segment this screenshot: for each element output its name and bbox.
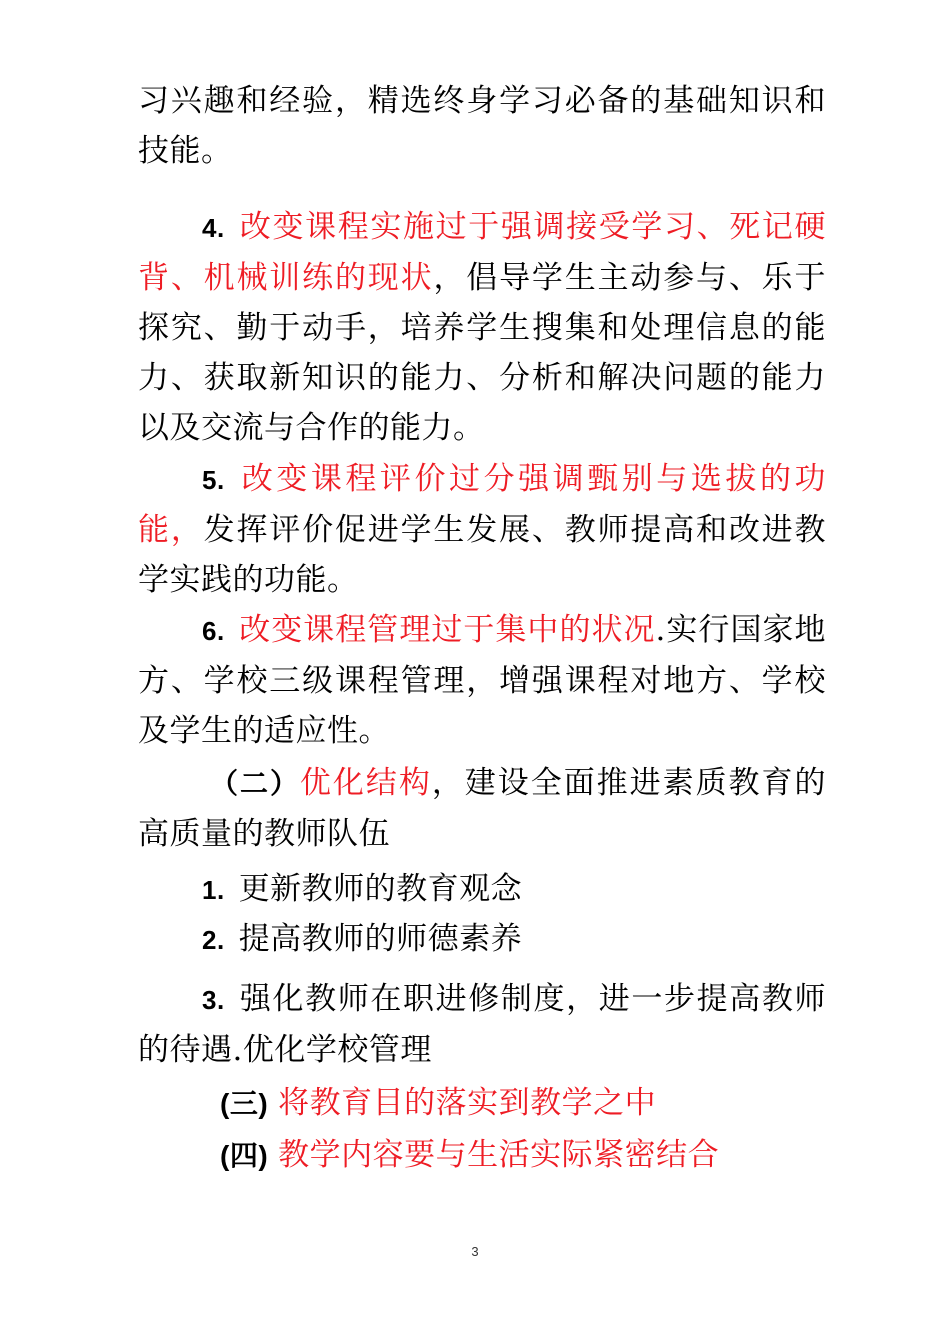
item-4-highlight: 改变课程实施过于强调接受学习、死记硬背、机械训练的现状 bbox=[138, 209, 826, 296]
sub-item-3-paragraph bbox=[138, 974, 826, 1075]
section-2-highlight: 优化结构 bbox=[299, 765, 432, 801]
item-5-highlight: 改变课程评价过分强调甄别与选拔的功能， bbox=[138, 461, 826, 548]
sub-item-3-number: 3. bbox=[202, 985, 225, 1015]
section-3-text: 将教育目的落实到教学之中 bbox=[278, 1085, 657, 1121]
section-4-text: 教学内容要与生活实际紧密结合 bbox=[278, 1137, 720, 1173]
item-6-number: 6. bbox=[202, 616, 225, 646]
item-6-paragraph bbox=[138, 605, 826, 756]
section-4-heading bbox=[220, 1130, 719, 1181]
item-4-paragraph bbox=[138, 202, 826, 453]
sub-item-1-text: 更新教师的教育观念 bbox=[238, 871, 523, 907]
item-5-paragraph bbox=[138, 454, 826, 605]
item-5-number: 5. bbox=[202, 465, 225, 495]
section-2-text: ，建设全面推进素质教育的高质量的教师队伍 bbox=[138, 765, 826, 852]
section-3-heading bbox=[220, 1078, 656, 1129]
item-4-number: 4. bbox=[202, 213, 225, 243]
page-number: 3 bbox=[471, 1244, 479, 1259]
section-2-heading bbox=[138, 758, 826, 859]
section-3-marker: (三) bbox=[220, 1088, 269, 1119]
section-4-marker: (四) bbox=[220, 1140, 269, 1171]
sub-item-2 bbox=[202, 914, 522, 965]
item-4-text: ，倡导学生主动参与、乐于探究、勤于动手，培养学生搜集和处理信息的能力、获取新知识的能力、分析和解决问题的能力以及交流与合作的能力。 bbox=[138, 260, 827, 446]
item-6-highlight: 改变课程管理过于集中的状况 bbox=[238, 612, 656, 648]
item-5-text: 发挥评价促进学生发展、教师提高和改进教学实践的功能。 bbox=[138, 512, 827, 598]
sub-item-1-number: 1. bbox=[202, 875, 225, 905]
sub-item-2-number: 2. bbox=[202, 925, 225, 955]
sub-item-2-text: 提高教师的师德素养 bbox=[238, 921, 523, 957]
sub-item-3-text: 强化教师在职进修制度，进一步提高教师的待遇.优化学校管理 bbox=[138, 981, 826, 1068]
continuation-text: 习兴趣和经验，精选终身学习必备的基础知识和技能。 bbox=[138, 83, 826, 169]
continuation-paragraph bbox=[138, 76, 826, 176]
section-2-marker: （二） bbox=[210, 768, 300, 799]
sub-item-1 bbox=[202, 864, 522, 915]
item-6-text: .实行国家地方、学校三级课程管理，增强课程对地方、学校及学生的适应性。 bbox=[138, 612, 827, 749]
